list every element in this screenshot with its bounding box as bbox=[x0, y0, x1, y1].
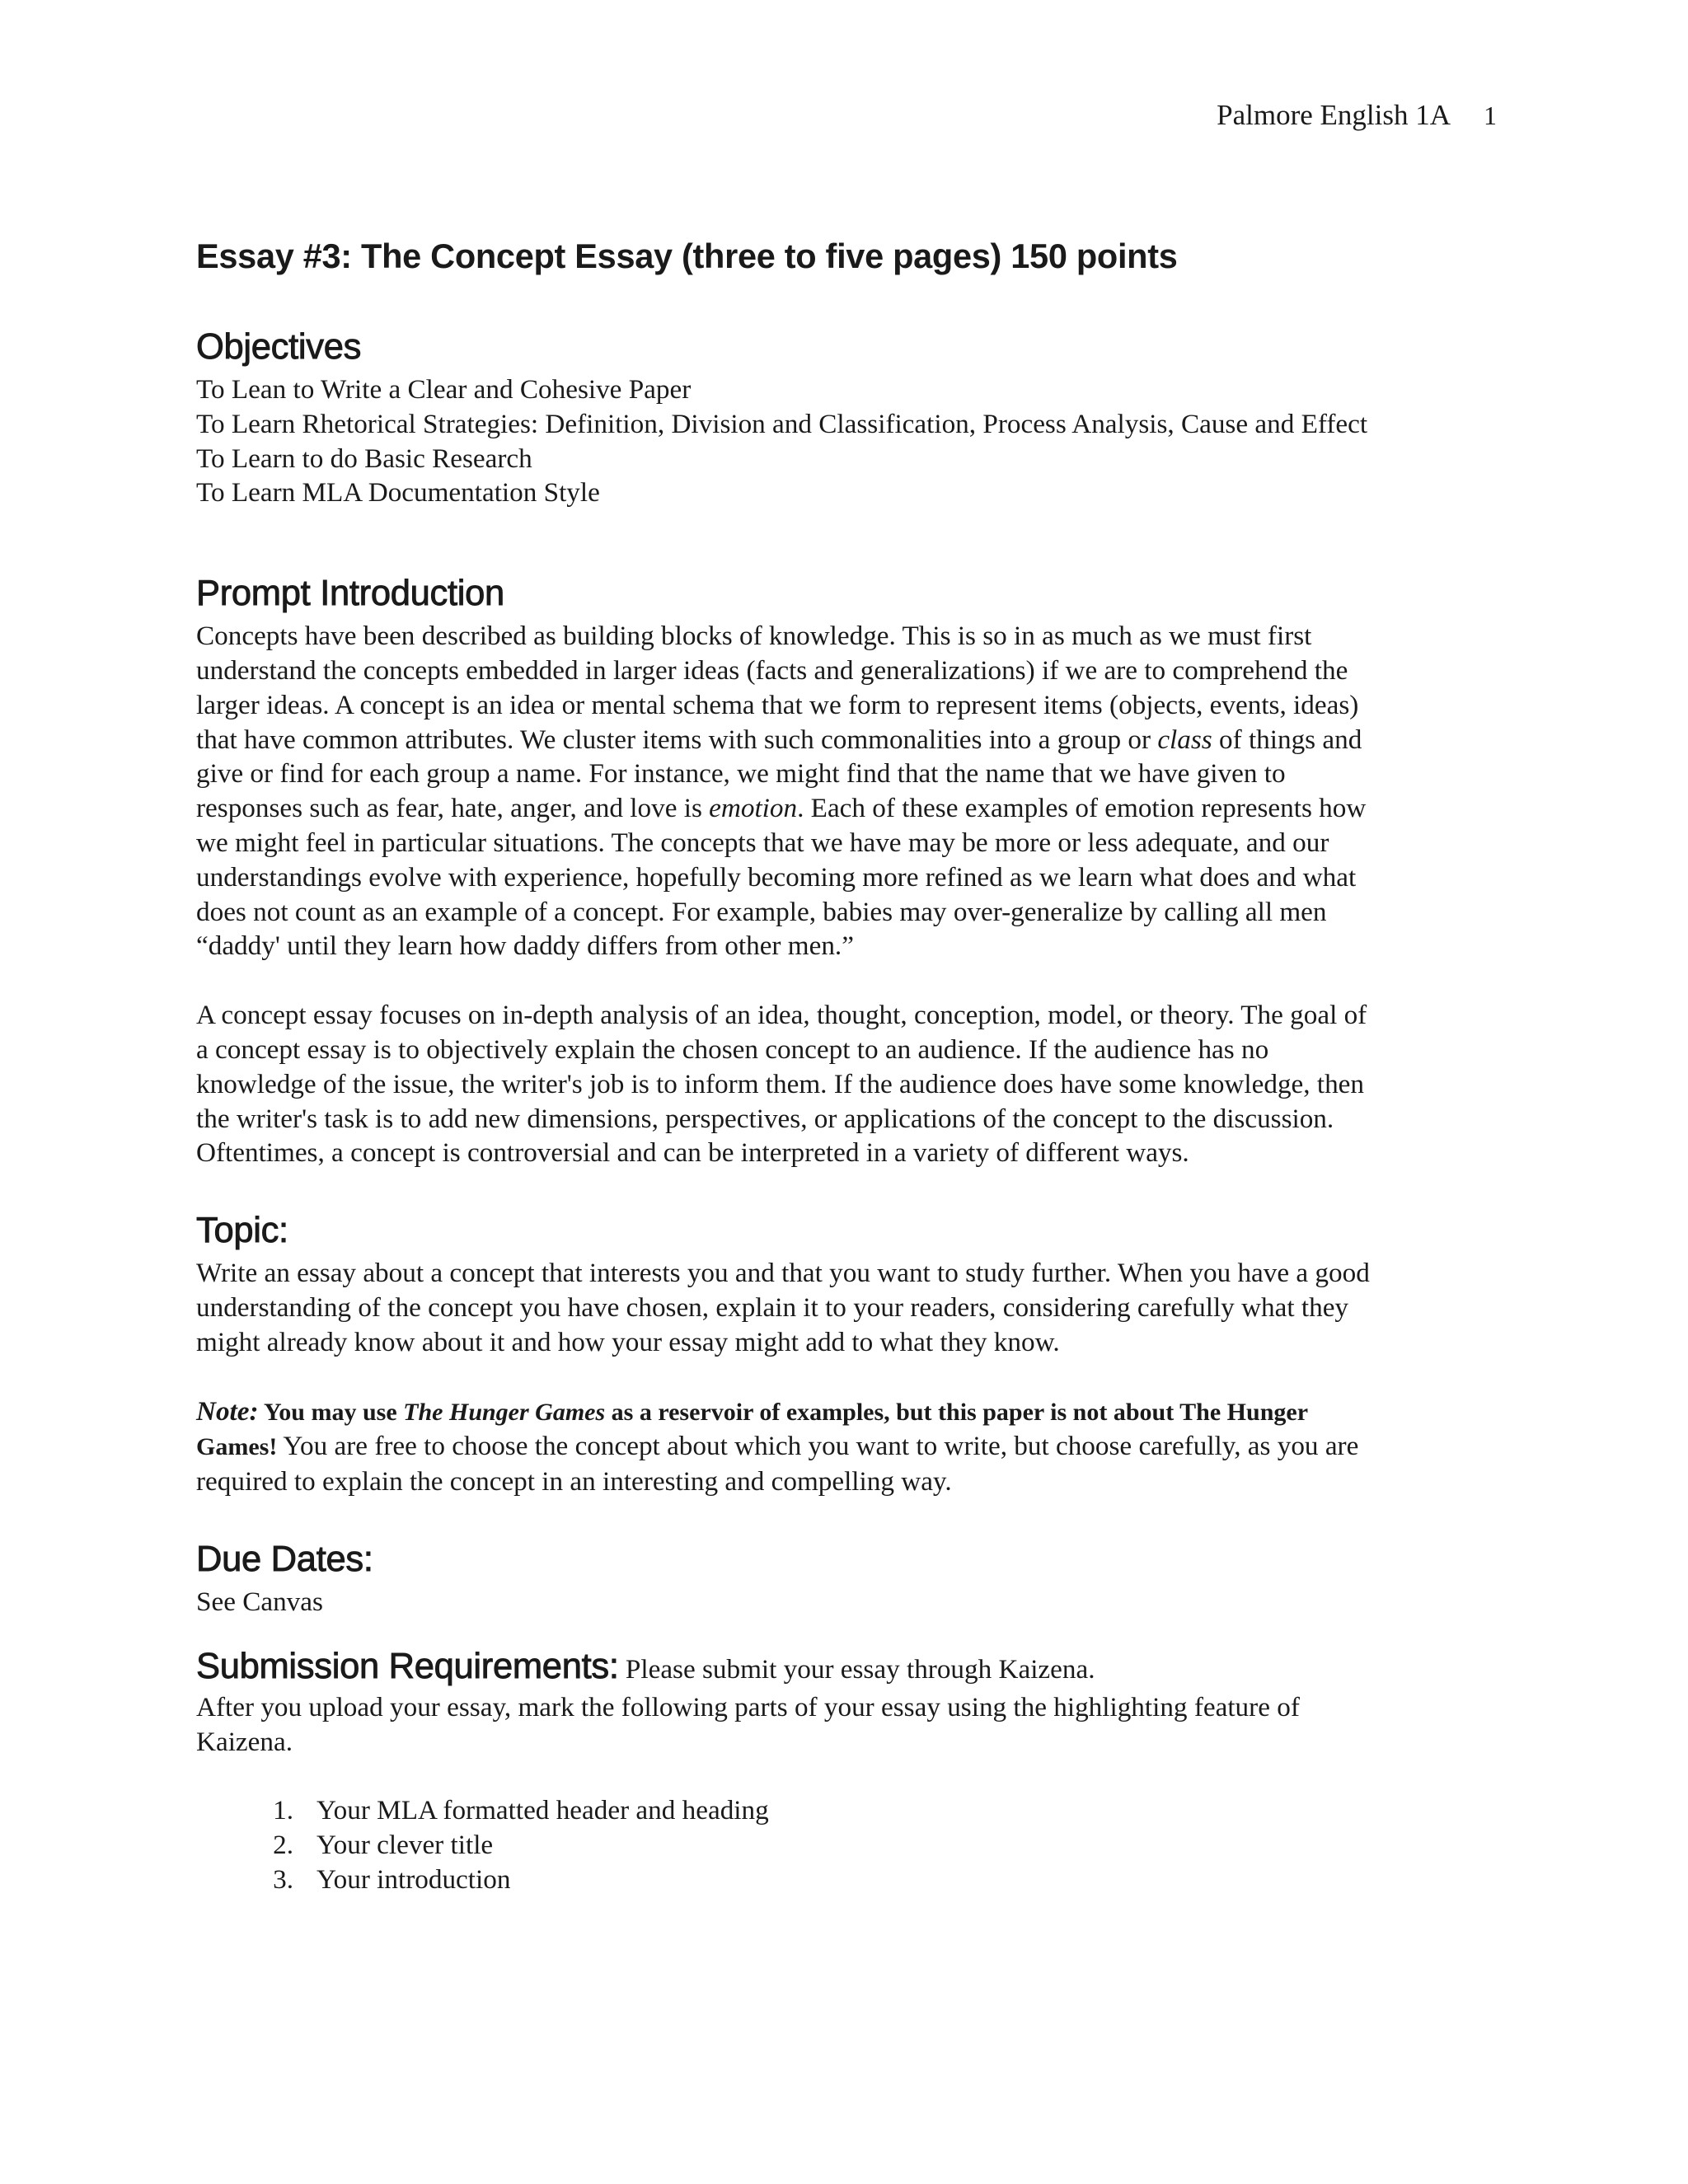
submission-parts-list bbox=[196, 1793, 1498, 1896]
note-paragraph bbox=[196, 1394, 1498, 1499]
list-item bbox=[196, 1793, 1498, 1828]
prompt-paragraph-1 bbox=[196, 619, 1498, 963]
text-run: You may use bbox=[258, 1398, 404, 1426]
paragraph-line: knowledge of the issue, the writer's job is to inform them. If the audience does have some knowledge, then bbox=[196, 1068, 1364, 1099]
paragraph-line bbox=[196, 1429, 1498, 1465]
submission-inline-text: Please submit your essay through Kaizena. bbox=[618, 1653, 1095, 1685]
list-number: 2. bbox=[273, 1830, 293, 1861]
paragraph-line: might already know about it and how your essay might add to what they know. bbox=[196, 1326, 1060, 1357]
course-label: Palmore English 1A bbox=[1217, 99, 1451, 131]
paragraph-line: we might feel in particular situations. The concepts that we have may be more or less adequate, and our bbox=[196, 827, 1329, 858]
list-item bbox=[196, 1828, 1498, 1863]
paragraph-line: See Canvas bbox=[196, 1586, 323, 1617]
paragraph-line: Concepts have been described as building blocks of knowledge. This is so in as much as we must first bbox=[196, 621, 1312, 652]
paragraph-line: a concept essay is to objectively explain the chosen concept to an audience. If the audience has no bbox=[196, 1033, 1269, 1065]
document-body bbox=[196, 229, 1498, 1897]
paragraph-line bbox=[196, 791, 1498, 826]
list-text: Your introduction bbox=[316, 1863, 511, 1895]
due-dates-text bbox=[196, 1585, 1498, 1619]
paragraph-line bbox=[196, 723, 1498, 757]
objectives-heading: Objectives bbox=[196, 327, 362, 367]
paragraph-line: “daddy' until they learn how daddy differs from other men.” bbox=[196, 930, 854, 962]
paragraph-line: Write an essay about a concept that interests you and that you want to study further. When you have a good bbox=[196, 1258, 1370, 1289]
objective-item: To Learn to do Basic Research bbox=[196, 443, 532, 474]
list-text: Your clever title bbox=[316, 1830, 494, 1861]
objective-item: To Learn Rhetorical Strategies: Definition, Division and Classification, Process Analysis, Cause and Effect bbox=[196, 408, 1368, 439]
list-number: 1. bbox=[273, 1795, 293, 1826]
submission-heading: Submission Requirements: bbox=[196, 1646, 619, 1686]
text-run: responses such as fear, hate, anger, and love is bbox=[196, 793, 710, 824]
paragraph-line: understanding of the concept you have chosen, explain it to your readers, considering carefully what they bbox=[196, 1291, 1349, 1323]
paragraph-line: the writer's task is to add new dimensions, perspectives, or applications of the concept to the discussion. bbox=[196, 1103, 1334, 1134]
paragraph-line: give or find for each group a name. For instance, we might find that the name that we have given to bbox=[196, 758, 1286, 790]
paragraph-line: understandings evolve with experience, hopefully becoming more refined as we learn what does and what bbox=[196, 861, 1357, 893]
italic-term-class: class bbox=[1157, 724, 1212, 755]
text-run: Games! bbox=[196, 1433, 278, 1461]
paragraph-line: Oftentimes, a concept is controversial and can be interpreted in a variety of different ways. bbox=[196, 1137, 1189, 1169]
objectives-list bbox=[196, 373, 1498, 510]
essay-title: Essay #3: The Concept Essay (three to five pages) 150 points bbox=[196, 237, 1178, 275]
prompt-introduction-heading: Prompt Introduction bbox=[196, 574, 504, 614]
submission-paragraph bbox=[196, 1690, 1498, 1760]
topic-paragraph bbox=[196, 1256, 1498, 1359]
paragraph-line: After you upload your essay, mark the following parts of your essay using the highlighting feature of bbox=[196, 1691, 1300, 1722]
paragraph-line: does not count as an example of a concept. For example, babies may over-generalize by calling all men bbox=[196, 896, 1327, 927]
objective-item: To Lean to Write a Clear and Cohesive Paper bbox=[196, 374, 692, 405]
prompt-paragraph-2 bbox=[196, 998, 1498, 1170]
paragraph-line: Kaizena. bbox=[196, 1726, 293, 1757]
paragraph-line: A concept essay focuses on in-depth analysis of an idea, thought, conception, model, or theory. The goal of bbox=[196, 1000, 1367, 1031]
list-item bbox=[196, 1863, 1498, 1897]
running-header bbox=[1217, 97, 1497, 134]
text-run: You are free to choose the concept about which you want to write, but choose carefully, as you are bbox=[277, 1431, 1359, 1462]
page-number: 1 bbox=[1484, 101, 1497, 130]
list-text: Your MLA formatted header and heading bbox=[316, 1795, 769, 1826]
list-number: 3. bbox=[273, 1863, 293, 1895]
note-label: Note: bbox=[196, 1395, 259, 1427]
text-run: of things and bbox=[1212, 724, 1362, 755]
italic-term-emotion: emotion bbox=[709, 793, 798, 824]
paragraph-line: required to explain the concept in an interesting and compelling way. bbox=[196, 1466, 952, 1497]
due-dates-heading: Due Dates: bbox=[196, 1539, 373, 1579]
paragraph-line bbox=[196, 1394, 1498, 1430]
objective-item: To Learn MLA Documentation Style bbox=[196, 477, 600, 509]
paragraph-line: understand the concepts embedded in larger ideas (facts and generalizations) if we are to comprehend the bbox=[196, 654, 1348, 686]
paragraph-line: larger ideas. A concept is an idea or mental schema that we form to represent items (objects, events, ideas) bbox=[196, 689, 1359, 720]
text-run: as a reservoir of examples, but this paper is not about The Hunger bbox=[605, 1398, 1309, 1426]
topic-heading: Topic: bbox=[196, 1211, 288, 1251]
text-run: that have common attributes. We cluster items with such commonalities into a group or bbox=[196, 724, 1158, 755]
book-title: The Hunger Games bbox=[403, 1398, 606, 1426]
text-run: . Each of these examples of emotion represents how bbox=[797, 793, 1367, 824]
